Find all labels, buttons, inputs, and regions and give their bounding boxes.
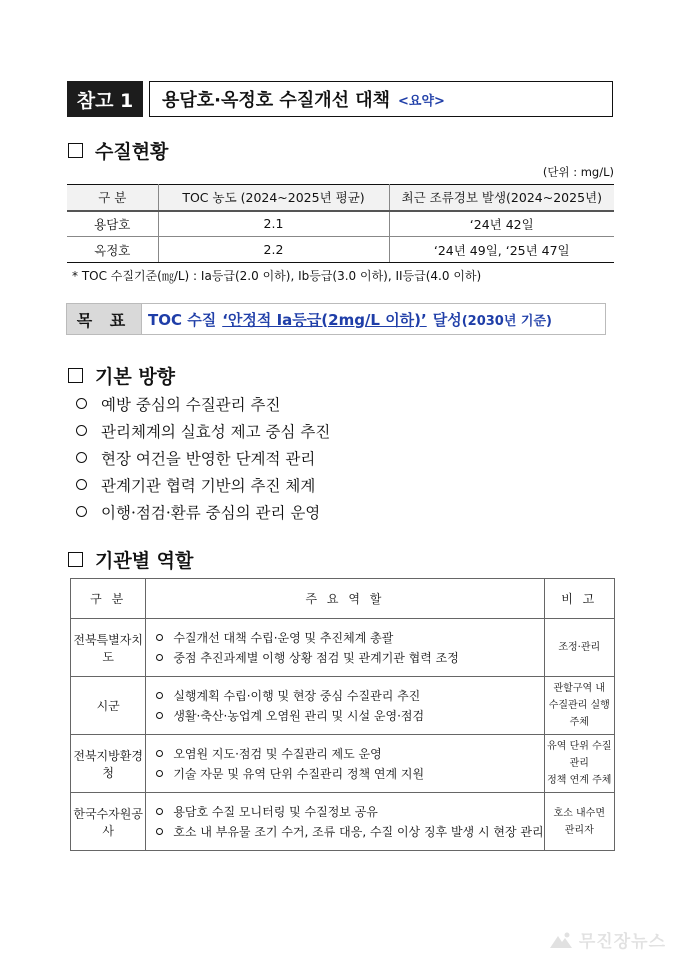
cell-org: 전북특별자치도 bbox=[71, 619, 146, 677]
section-basic-direction bbox=[68, 362, 175, 389]
table-row bbox=[71, 619, 615, 677]
unit-label: (단위 : mg/L) bbox=[542, 165, 614, 179]
list-item bbox=[76, 471, 330, 498]
circle-bullet-icon bbox=[156, 712, 163, 719]
agency-roles-table bbox=[70, 578, 615, 851]
role-item bbox=[156, 648, 543, 668]
cell-note bbox=[544, 677, 614, 735]
table-row bbox=[71, 677, 615, 735]
cell-toc: 2.2 bbox=[158, 237, 389, 263]
list-item-text: 관계기관 협력 기반의 추진 체계 bbox=[101, 476, 316, 495]
goal-suffix: 달성 bbox=[432, 310, 462, 329]
checkbox-square-icon bbox=[68, 368, 83, 383]
watermark bbox=[549, 927, 666, 952]
circle-bullet-icon bbox=[156, 828, 163, 835]
circle-bullet-icon bbox=[156, 750, 163, 757]
goal-label: 목 표 bbox=[66, 303, 142, 335]
role-text: 용담호 수질 모니터링 및 수질정보 공유 bbox=[173, 804, 378, 819]
role-item bbox=[156, 764, 543, 784]
header-cell: 최근 조류경보 발생(2024~2025년) bbox=[389, 185, 614, 211]
doc-subtitle: <요약> bbox=[398, 93, 445, 109]
note-text: 관리자 bbox=[564, 824, 594, 836]
header-cell: 비 고 bbox=[544, 579, 614, 619]
list-item bbox=[76, 390, 330, 417]
list-item bbox=[76, 444, 330, 471]
table-row bbox=[71, 735, 615, 793]
doc-title-box bbox=[149, 81, 613, 117]
table-header-row bbox=[67, 185, 614, 211]
section-water-status bbox=[68, 137, 168, 164]
mountain-logo-icon bbox=[549, 931, 573, 949]
doc-title: 용담호·옥정호 수질개선 대책 bbox=[162, 90, 391, 111]
circle-bullet-icon bbox=[156, 654, 163, 661]
list-item-text: 이행·점검·환류 중심의 관리 운영 bbox=[101, 503, 321, 522]
note-text: 호소 내수면 bbox=[553, 807, 605, 819]
role-text: 오염원 지도·점검 및 수질관리 제도 운영 bbox=[173, 746, 382, 761]
section-water-status-title: 수질현황 bbox=[95, 141, 169, 163]
goal-text bbox=[142, 303, 606, 335]
cell-toc: 2.1 bbox=[158, 211, 389, 237]
goal-basis: (2030년 기준) bbox=[461, 313, 552, 329]
section-basic-direction-title: 기본 방향 bbox=[95, 366, 176, 388]
role-text: 기술 자문 및 유역 단위 수질관리 정책 연계 지원 bbox=[173, 766, 425, 781]
cell-roles bbox=[146, 619, 544, 677]
role-item bbox=[156, 822, 543, 842]
note-text: 유역 단위 수질관리 bbox=[547, 741, 612, 769]
table-row bbox=[71, 793, 615, 851]
role-item bbox=[156, 706, 543, 726]
header-cell: 구 분 bbox=[67, 185, 158, 211]
circle-bullet-icon bbox=[76, 425, 87, 436]
section-agency-roles bbox=[68, 546, 193, 573]
cell-algae: ‘24년 49일, ‘25년 47일 bbox=[389, 237, 614, 263]
role-text: 호소 내 부유물 조기 수거, 조류 대응, 수질 이상 징후 발생 시 현장 관리 bbox=[173, 824, 544, 839]
cell-note bbox=[544, 619, 614, 677]
doc-header bbox=[67, 81, 445, 117]
circle-bullet-icon bbox=[76, 506, 87, 517]
role-item bbox=[156, 744, 543, 764]
table-row bbox=[67, 211, 614, 237]
role-text: 중점 추진과제별 이행 상황 점검 및 관계기관 협력 조정 bbox=[173, 650, 459, 665]
cell-lake: 옥정호 bbox=[67, 237, 158, 263]
circle-bullet-icon bbox=[156, 634, 163, 641]
goal-highlight: ‘안정적 Ia등급(2mg/L 이하)’ bbox=[222, 310, 427, 329]
cell-note bbox=[544, 793, 614, 851]
role-text: 생활·축산·농업계 오염원 관리 및 시설 운영·점검 bbox=[173, 708, 425, 723]
checkbox-square-icon bbox=[68, 143, 83, 158]
circle-bullet-icon bbox=[76, 452, 87, 463]
circle-bullet-icon bbox=[76, 398, 87, 409]
header-cell: 주 요 역 할 bbox=[146, 579, 544, 619]
cell-lake: 용담호 bbox=[67, 211, 158, 237]
section-agency-roles-title: 기관별 역할 bbox=[95, 550, 194, 572]
role-item bbox=[156, 802, 543, 822]
reference-tag: 참고 1 bbox=[67, 81, 143, 117]
cell-roles bbox=[146, 793, 544, 851]
water-status-table bbox=[67, 184, 614, 263]
list-item-text: 현장 여건을 반영한 단계적 관리 bbox=[101, 449, 316, 468]
role-text: 수질개선 대책 수립·운영 및 추진체계 총괄 bbox=[173, 630, 394, 645]
note-text: 정책 연계 주체 bbox=[547, 775, 612, 786]
toc-standard-note: * TOC 수질기준(㎎/L) : Ia등급(2.0 이하), Ib등급(3.0 이하), II등급(4.0 이하) bbox=[72, 269, 482, 283]
note-text: 수질관리 실행주체 bbox=[548, 700, 610, 728]
note-text: 관할구역 내 bbox=[553, 683, 605, 694]
role-item bbox=[156, 628, 543, 648]
cell-roles bbox=[146, 735, 544, 793]
circle-bullet-icon bbox=[156, 770, 163, 777]
cell-note bbox=[544, 735, 614, 793]
cell-algae: ‘24년 42일 bbox=[389, 211, 614, 237]
circle-bullet-icon bbox=[156, 692, 163, 699]
circle-bullet-icon bbox=[76, 479, 87, 490]
note-text: 조정·관리 bbox=[558, 642, 601, 653]
cell-org: 시군 bbox=[71, 677, 146, 735]
goal-prefix: TOC 수질 bbox=[148, 310, 217, 329]
watermark-text: 무진장뉴스 bbox=[578, 932, 666, 952]
cell-org: 한국수자원공사 bbox=[71, 793, 146, 851]
circle-bullet-icon bbox=[156, 808, 163, 815]
role-text: 실행계획 수립·이행 및 현장 중심 수질관리 추진 bbox=[173, 688, 421, 703]
goal-box bbox=[66, 303, 606, 335]
checkbox-square-icon bbox=[68, 552, 83, 567]
direction-list bbox=[76, 390, 330, 525]
cell-roles bbox=[146, 677, 544, 735]
header-cell: TOC 농도 (2024~2025년 평균) bbox=[158, 185, 389, 211]
list-item bbox=[76, 417, 330, 444]
header-cell: 구 분 bbox=[71, 579, 146, 619]
cell-org: 전북지방환경청 bbox=[71, 735, 146, 793]
role-item bbox=[156, 686, 543, 706]
table-row bbox=[67, 237, 614, 263]
list-item-text: 예방 중심의 수질관리 추진 bbox=[101, 395, 281, 414]
list-item-text: 관리체계의 실효성 제고 중심 추진 bbox=[101, 422, 331, 441]
list-item bbox=[76, 498, 330, 525]
table-header-row bbox=[71, 579, 615, 619]
